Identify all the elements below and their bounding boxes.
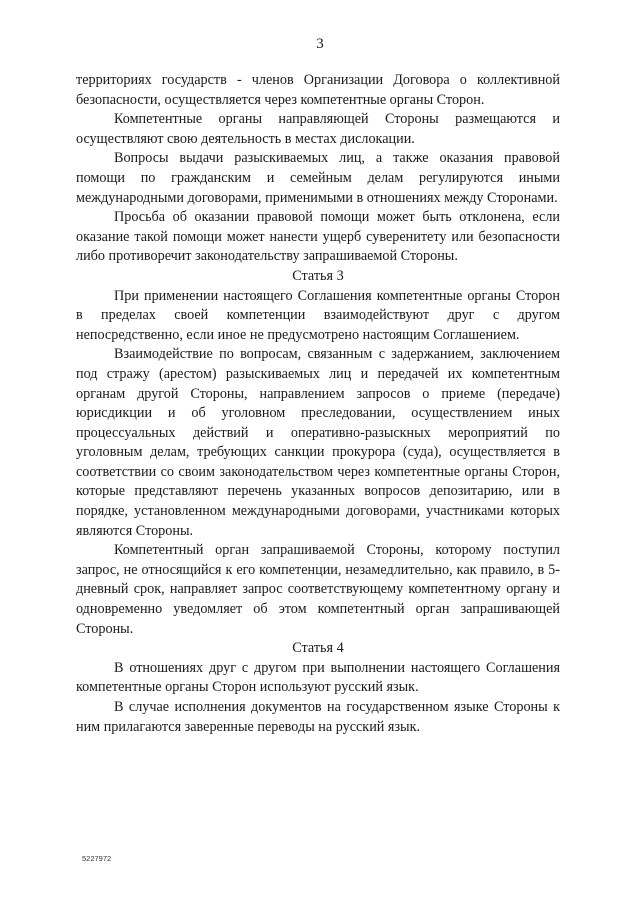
paragraph: Взаимодействие по вопросам, связанным с задержанием, заключением под стражу (арестом) разыскиваемых лиц и передачей их компетентным органам другой Стороны, направлением запросов о приеме (передаче) юрисдикции и об уголовном преследовании, осуществлением иных процессуальных действий и оперативно-разыскных мероприятий по уголовным делам, требующих санкции прокурора (суда), осуществляется в соответствии со своим законодательством через компетентные органы Сторон, которые представляют перечень указанных вопросов депозитарию, или в порядке, установленном международными договорами, участниками которых являются Стороны.	[76, 346, 560, 539]
page-number: 3	[316, 36, 324, 52]
paragraph-continuation: территориях государств - членов Организации Договора о коллективной безопасности, осуществляется через компетентные органы Сторон.	[76, 72, 560, 108]
document-body	[76, 71, 560, 737]
document-code: 5227972	[82, 854, 112, 863]
paragraph: Компетентный орган запрашиваемой Стороны, которому поступил запрос, не относящийся к его компетенции, незамедлительно, как правило, в 5-дневный срок, направляет запрос соответствующему компетентному органу и одновременно уведомляет об этом компетентный орган запрашивающей Стороны.	[76, 542, 560, 637]
paragraph: Компетентные органы направляющей Стороны размещаются и осуществляют свою деятельность в местах дислокации.	[76, 111, 560, 147]
paragraph: В случае исполнения документов на государственном языке Стороны к ним прилагаются заверенные переводы на русский язык.	[76, 699, 560, 735]
paragraph: При применении настоящего Соглашения компетентные органы Сторон в пределах своей компетенции взаимодействуют друг с другом непосредственно, если иное не предусмотрено настоящим Соглашением.	[76, 287, 560, 343]
paragraph: Просьба об оказании правовой помощи может быть отклонена, если оказание такой помощи может нанести ущерб суверенитету или безопасности либо противоречит законодательству запрашиваемой Стороны.	[76, 209, 560, 265]
article-4-heading: Статья 4	[292, 640, 344, 657]
paragraph: В отношениях друг с другом при выполнении настоящего Соглашения компетентные органы Сторон используют русский язык.	[76, 659, 560, 696]
paragraph: Вопросы выдачи разыскиваемых лиц, а также оказания правовой помощи по гражданским и семейным делам регулируются иными международными договорами, применимыми в отношениях между Сторонами.	[76, 150, 560, 206]
article-3-heading: Статья 3	[292, 267, 344, 284]
